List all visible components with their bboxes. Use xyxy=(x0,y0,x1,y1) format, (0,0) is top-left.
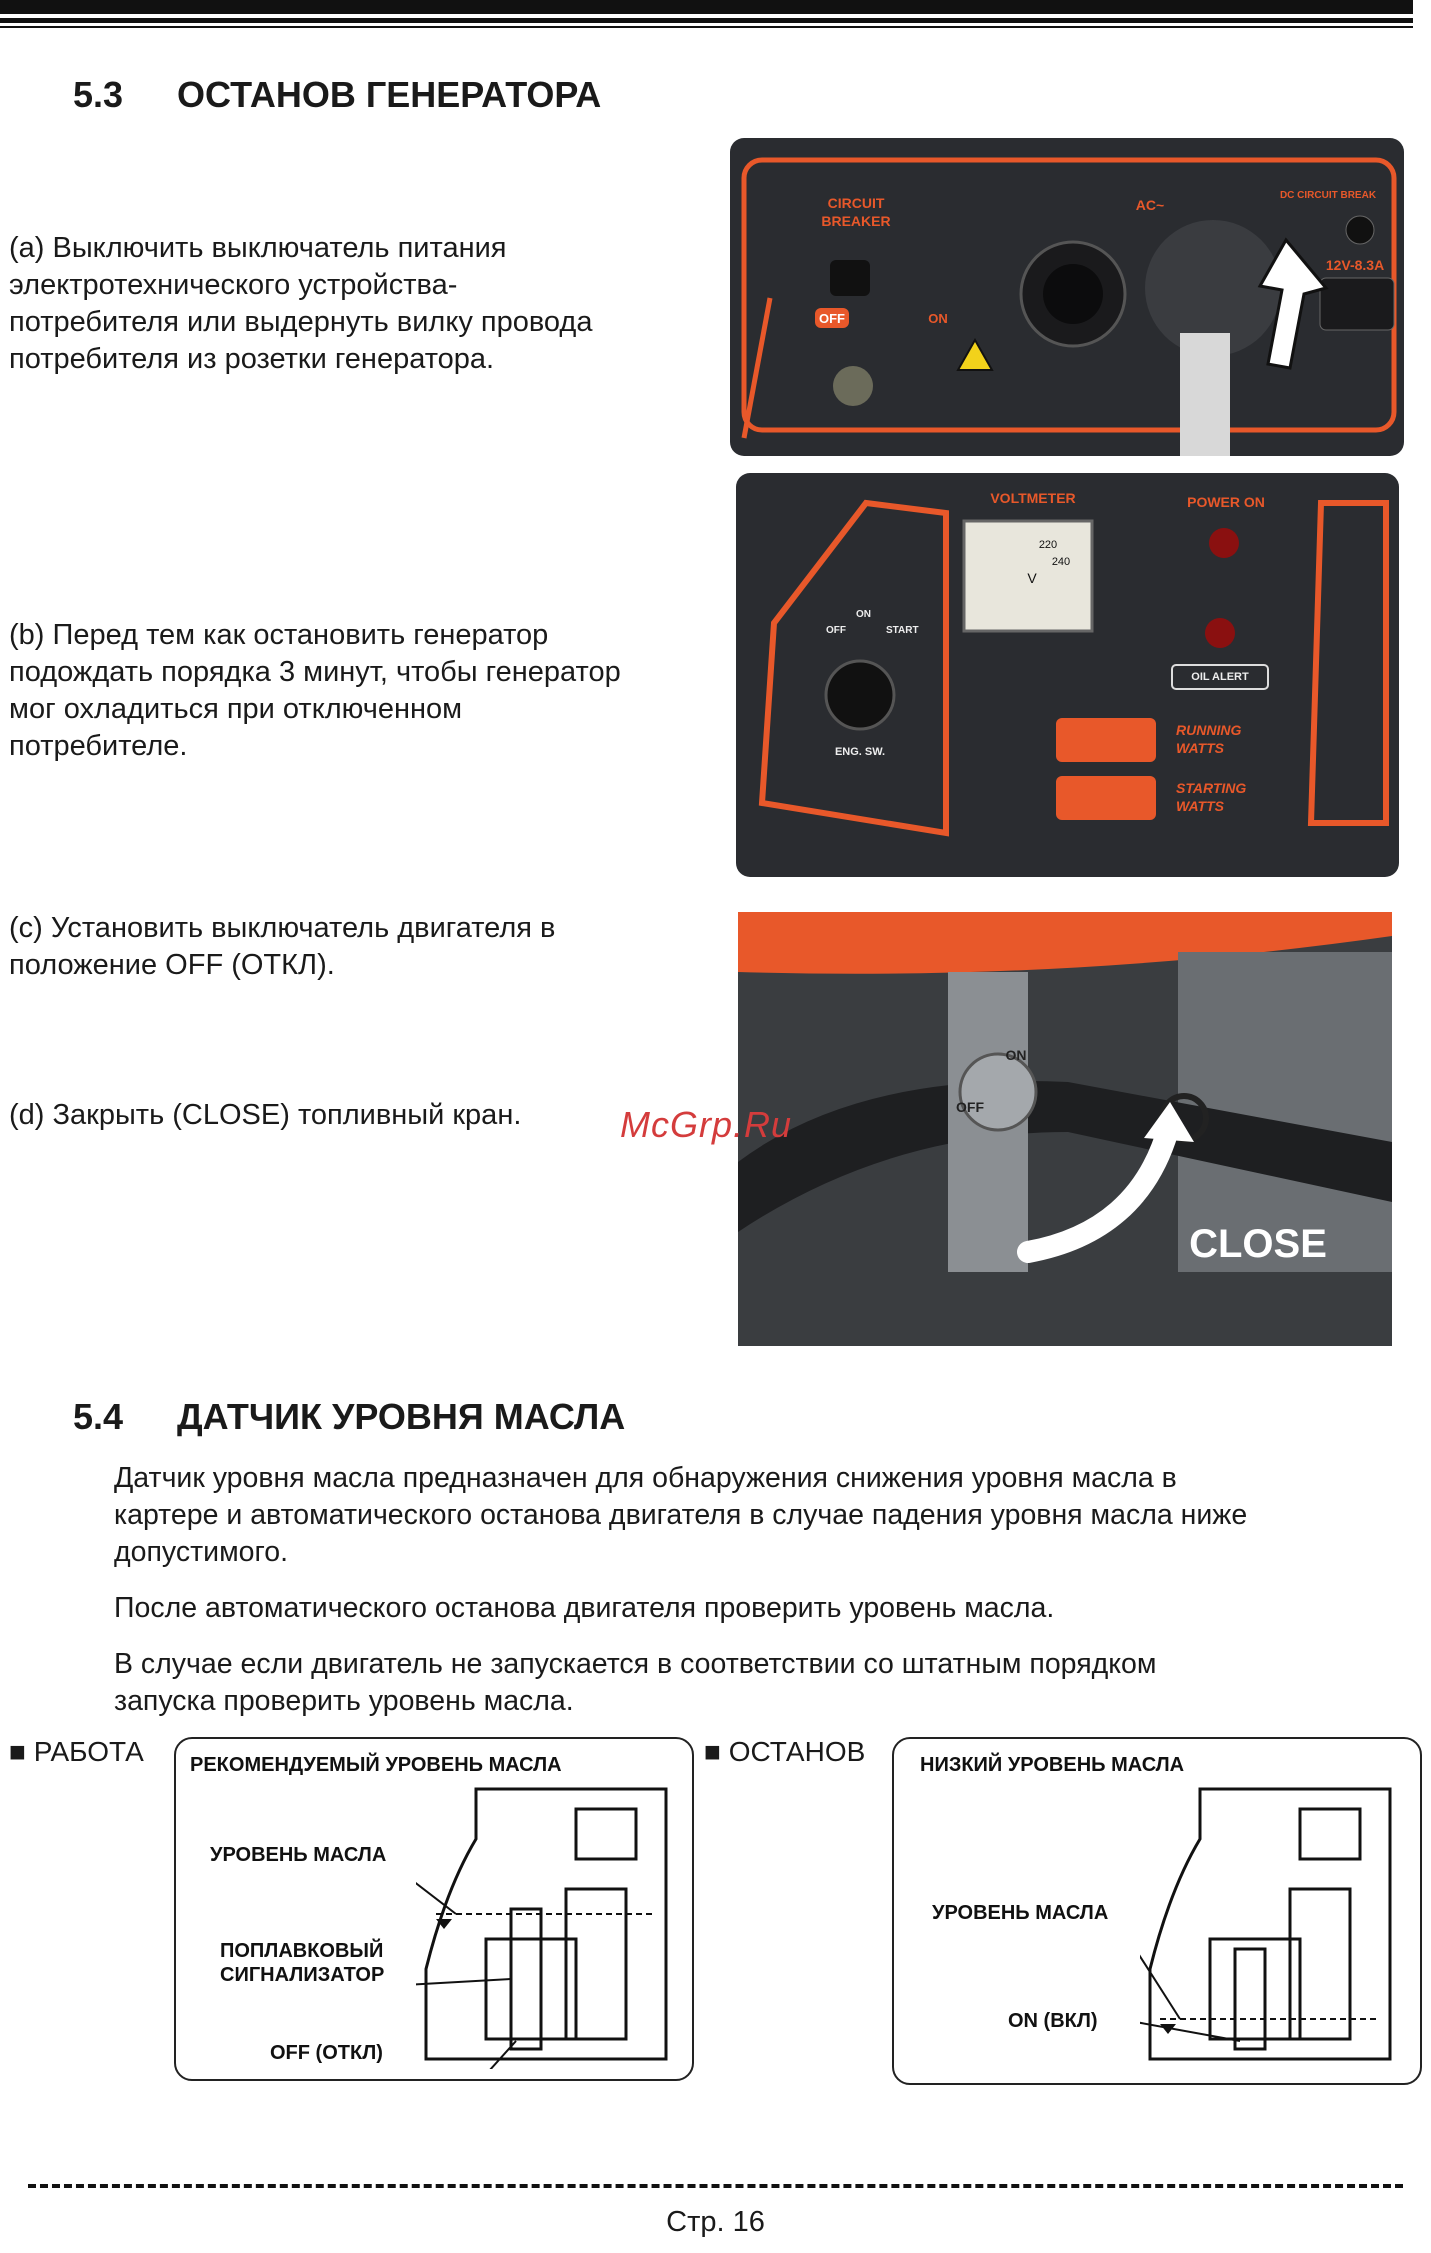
key-start-label: START xyxy=(886,625,919,636)
top-rule-thick xyxy=(0,0,1413,14)
watermark: McGrp.Ru xyxy=(620,1104,793,1145)
page-number: Стр. 16 xyxy=(666,2206,765,2238)
gauge-tick: 220 xyxy=(1038,539,1058,551)
gauge-tick: 240 xyxy=(1051,556,1071,568)
step-line: потребителе. xyxy=(9,730,188,762)
on-label: ON xyxy=(928,311,948,326)
caption-stop: ■ ОСТАНОВ xyxy=(704,1736,866,1767)
voltmeter-label: VOLTMETER xyxy=(990,490,1076,506)
float-label xyxy=(220,1939,384,1987)
off-label: OFF (ОТКЛ) xyxy=(270,2042,383,2064)
circuit-breaker-label: BREAKER xyxy=(821,213,891,229)
paragraph-line: допустимого. xyxy=(114,1536,289,1568)
step-line: электротехнического устройства- xyxy=(9,269,458,301)
paragraph-line: После автоматического останова двигателя проверить уровень масла. xyxy=(114,1592,1055,1624)
step-line: положение OFF (ОТКЛ). xyxy=(9,949,335,981)
section-title: ОСТАНОВ ГЕНЕРАТОРА xyxy=(177,74,602,115)
breaker-switch-icon xyxy=(830,260,870,296)
control-panel-illustration xyxy=(736,473,1399,877)
oil-sensor-diagram-low xyxy=(1140,1779,1410,2069)
close-label: CLOSE xyxy=(1189,1222,1327,1266)
step-line: потребителя или выдернуть вилку провода xyxy=(9,306,593,338)
on-label: ON (ВКЛ) xyxy=(1008,2010,1098,2032)
diagram-title: НИЗКИЙ УРОВЕНЬ МАСЛА xyxy=(920,1754,1185,1776)
diagram-work xyxy=(174,1737,694,2081)
step-line: (a) Выключить выключатель питания xyxy=(9,232,507,264)
starting-label: STARTING xyxy=(1176,780,1247,796)
section-heading-5-4 xyxy=(73,1396,625,1438)
circuit-breaker-label: CIRCUIT xyxy=(827,195,885,211)
starting-label: WATTS xyxy=(1176,798,1224,814)
oil-alert-label: OIL ALERT xyxy=(1191,671,1249,683)
paragraph-line: Датчик уровня масла предназначен для обнаружения снижения уровня масла в xyxy=(114,1462,1177,1494)
ground-terminal-icon xyxy=(833,366,873,406)
oil-level-label: УРОВЕНЬ МАСЛА xyxy=(932,1902,1109,1924)
running-watts-display xyxy=(1056,718,1156,762)
dc-rating-label: 12V-8.3A xyxy=(1325,257,1385,273)
section-heading-5-3 xyxy=(73,74,601,116)
valve-on-label: ON xyxy=(1005,1047,1027,1063)
step-line: (c) Установить выключатель двигателя в xyxy=(9,912,556,944)
oil-paragraph-3 xyxy=(114,1646,1414,1720)
step-line: мог охладиться при отключенном xyxy=(9,693,463,725)
caption-work: ■ РАБОТА xyxy=(9,1736,144,1767)
ignition-key-icon xyxy=(826,661,894,729)
key-off-label: OFF xyxy=(826,625,846,636)
eng-sw-label: ENG. SW. xyxy=(834,746,886,758)
paragraph-line: запуска проверить уровень масла. xyxy=(114,1685,574,1717)
top-rule-thin xyxy=(0,26,1413,28)
oil-lamp-icon xyxy=(1205,618,1235,648)
oil-paragraph-2 xyxy=(114,1590,1414,1627)
step-line: (d) Закрыть (CLOSE) топливный кран. xyxy=(9,1099,522,1131)
step-c xyxy=(9,910,709,984)
step-line: подождать порядка 3 минут, чтобы генератор xyxy=(9,656,621,688)
top-rule-mid xyxy=(0,18,1413,23)
step-b xyxy=(9,617,719,765)
key-on-label: ON xyxy=(856,609,871,620)
step-line: (b) Перед тем как остановить генератор xyxy=(9,619,549,651)
oil-paragraph-1 xyxy=(114,1460,1414,1571)
running-label: WATTS xyxy=(1176,740,1224,756)
running-label: RUNNING xyxy=(1176,722,1242,738)
off-badge: OFF xyxy=(819,311,845,326)
photo-ac-panel xyxy=(730,138,1404,456)
section-number: 5.3 xyxy=(73,74,124,115)
step-a xyxy=(9,230,709,378)
paragraph-line: В случае если двигатель не запускается в соответствии со штатным порядком xyxy=(114,1648,1157,1680)
valve-off-label: OFF xyxy=(956,1099,984,1115)
float-label-line: ПОПЛАВКОВЫЙ xyxy=(220,1940,384,1962)
float-label-line: СИГНАЛИЗАТОР xyxy=(220,1964,385,1986)
ac-label: AC~ xyxy=(1135,197,1165,213)
diagram-title: РЕКОМЕНДУЕМЫЙ УРОВЕНЬ МАСЛА xyxy=(190,1754,562,1776)
dc-breaker-label: DC CIRCUIT BREAK xyxy=(1279,190,1377,201)
diagram-stop xyxy=(892,1737,1422,2085)
paragraph-line: картере и автоматического останова двигателя в случае падения уровня масла ниже xyxy=(114,1499,1248,1531)
oil-level-label: УРОВЕНЬ МАСЛА xyxy=(210,1844,387,1866)
section-title: ДАТЧИК УРОВНЯ МАСЛА xyxy=(177,1396,626,1437)
starting-watts-display xyxy=(1056,776,1156,820)
oil-sensor-diagram xyxy=(416,1779,686,2069)
ac-panel-illustration xyxy=(730,138,1404,456)
step-d xyxy=(9,1097,709,1134)
power-lamp-icon xyxy=(1209,528,1239,558)
power-on-label: POWER ON xyxy=(1187,494,1265,510)
gauge-unit: V xyxy=(1027,570,1037,586)
section-number: 5.4 xyxy=(73,1396,124,1437)
fuel-valve-illustration xyxy=(738,912,1392,1346)
photo-control-panel xyxy=(736,473,1399,877)
photo-fuel-valve xyxy=(738,912,1392,1346)
footer-divider xyxy=(28,2184,1403,2188)
step-line: потребителя из розетки генератора. xyxy=(9,343,495,375)
